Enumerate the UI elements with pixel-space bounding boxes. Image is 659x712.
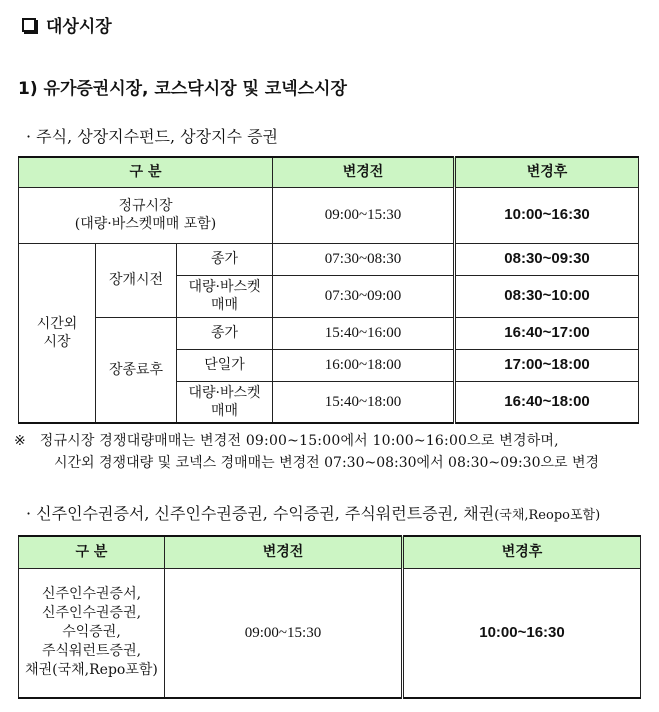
securities-item: 신주인수권증권, bbox=[41, 605, 142, 622]
regular-after: 10:00~16:30 bbox=[455, 187, 639, 243]
checkbox-square-icon bbox=[22, 18, 36, 32]
section-title: 대상시장 bbox=[46, 17, 112, 37]
trading-hours-table-stocks bbox=[18, 156, 639, 424]
regular-before: 09:00~15:30 bbox=[273, 187, 455, 243]
row-before: 15:40~16:00 bbox=[273, 317, 455, 349]
header-before: 변경전 bbox=[165, 536, 403, 568]
header-category: 구 분 bbox=[19, 536, 165, 568]
row-before: 15:40~18:00 bbox=[273, 381, 455, 423]
row-item: 대량·바스켓 매매 bbox=[177, 275, 273, 317]
regular-market-line1: 정규시장 bbox=[118, 198, 173, 214]
note-mark: ※ bbox=[14, 433, 26, 449]
after-hours-market-label: 시간외 시장 bbox=[19, 243, 96, 423]
subsection-title: 1) 유가증권시장, 코스닥시장 및 코넥스시장 bbox=[18, 79, 347, 99]
row-item: 단일가 bbox=[177, 349, 273, 381]
bullet2-text: · 신주인수권증서, 신주인수권증권, 수익증권, 주식워런트증권, 채권 bbox=[26, 504, 495, 523]
securities-before: 09:00~15:30 bbox=[165, 568, 403, 698]
regular-market-label bbox=[19, 187, 273, 243]
row-before: 07:30~09:00 bbox=[273, 275, 455, 317]
section-heading bbox=[22, 12, 112, 37]
header-category: 구 분 bbox=[19, 157, 273, 187]
securities-list bbox=[19, 568, 165, 698]
post-close-label: 장종료후 bbox=[96, 317, 177, 423]
footnote bbox=[14, 430, 599, 474]
row-after: 16:40~17:00 bbox=[455, 317, 639, 349]
bullet2-small-text: (국채,Reopo포함) bbox=[494, 508, 601, 523]
row-item: 대량·바스켓 매매 bbox=[177, 381, 273, 423]
note-line1: 정규시장 경쟁대량매매는 변경전 09:00~15:00에서 10:00~16:00으로 변경하며, bbox=[39, 433, 559, 449]
header-before: 변경전 bbox=[273, 157, 455, 187]
securities-item: 신주인수권증서, bbox=[41, 586, 142, 603]
pre-open-label: 장개시전 bbox=[96, 243, 177, 317]
trading-hours-table-other bbox=[18, 535, 641, 699]
bullet-other-securities bbox=[26, 501, 600, 524]
securities-item: 채권(국채,Repo포함) bbox=[25, 662, 158, 679]
row-before: 16:00~18:00 bbox=[273, 349, 455, 381]
row-after: 08:30~10:00 bbox=[455, 275, 639, 317]
bullet-stocks: · 주식, 상장지수펀드, 상장지수 증권 bbox=[26, 127, 278, 146]
securities-item: 수익증권, bbox=[62, 624, 121, 641]
row-after: 17:00~18:00 bbox=[455, 349, 639, 381]
securities-item: 주식워런트증권, bbox=[41, 643, 142, 660]
header-after: 변경후 bbox=[455, 157, 639, 187]
row-before: 07:30~08:30 bbox=[273, 243, 455, 275]
row-after: 08:30~09:30 bbox=[455, 243, 639, 275]
header-after: 변경후 bbox=[403, 536, 641, 568]
row-item: 종가 bbox=[177, 317, 273, 349]
regular-market-line2: (대량·바스켓매매 포함) bbox=[74, 216, 217, 232]
securities-after: 10:00~16:30 bbox=[403, 568, 641, 698]
row-item: 종가 bbox=[177, 243, 273, 275]
note-line2: 시간외 경쟁대량 및 코넥스 경매매는 변경전 07:30~08:30에서 08:30~09:30으로 변경 bbox=[54, 455, 600, 471]
row-after: 16:40~18:00 bbox=[455, 381, 639, 423]
